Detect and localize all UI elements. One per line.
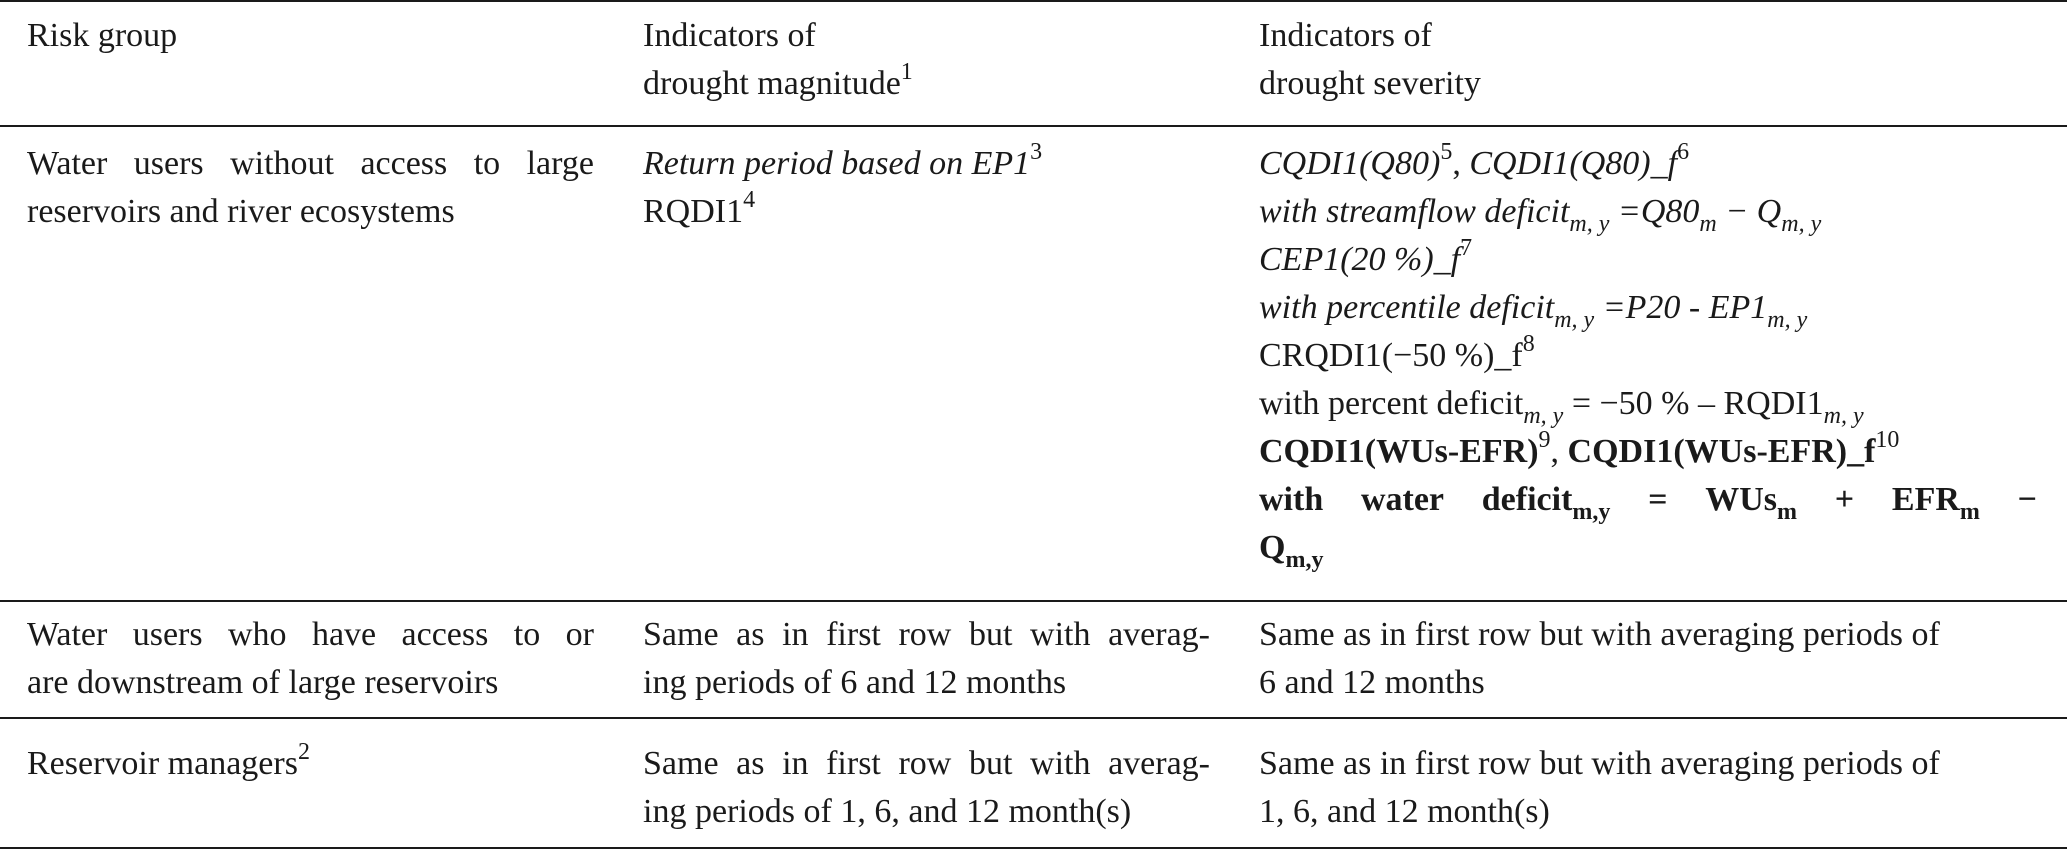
sev-line-3: CEP1(20 $\%)\_f^7$ [1259,235,1473,278]
row3-risk-group: Reservoir managers$^2$ [27,739,310,782]
sev-line-8: with water deficit$_{m,y}$ = WUs$_m$ + $EFR_m$ − [1259,481,2037,525]
row2-severity: Same as in first row but with averaging periods of 6 and 12 months [1259,616,1940,701]
row2-magnitude: Same as in first row but with averag- ing periods of 6 and 12 months [643,611,1210,707]
row1-group-line1: Water users without access to large [27,145,594,182]
row1-risk-group: Water users without access to large reservoirs and river ecosystems [27,140,594,236]
row3-severity: Same as in first row but with averaging periods of 1, 6, and 12 month(s) [1259,745,1940,830]
row2-risk-group: Water users who have access to or are downstream of large reservoirs [27,611,594,707]
header-magnitude: Indicators of drought magnitude$^1$ [643,17,913,102]
row1-severity [1259,140,2037,572]
row2-group-line1: Water users who have access to or [27,616,594,653]
sev-line-5: CRQDI1(−50 $\%)\_f^8$ [1259,331,1535,374]
sev-line-2: with streamflow deficit$_{m, y}$ $=Q80_m - Q_{m, y}$ [1259,193,1822,237]
top-rule [0,0,2067,2]
row1-magnitude: Return period based on $EP1^3$ $RQDI1^4$ [643,139,1043,230]
header-risk-group: Risk group [27,17,178,54]
header-severity: Indicators of drought severity [1259,17,1481,102]
row-rule-1 [0,600,2067,602]
header-rule [0,125,2067,127]
row2-mag-line1: Same as in first row but with averag- [643,616,1210,653]
sev-line-9: $Q_{m,y}$ [1259,529,1324,573]
sev-line-6: with percent deficit$_{m, y}$ = −50 % – $RQDI1_{m, y}$ [1259,385,1864,429]
row3-magnitude: Same as in first row but with averag- ing periods of 1, 6, and 12 month(s) [643,740,1210,836]
row-rule-2 [0,717,2067,719]
sev-line-7: $CQDI1(WUs-EFR)^9$, $CQDI1(WUs-EFR)\_f^{10}$ [1259,427,1900,470]
bottom-rule [0,847,2067,849]
sev-line-1: $CQDI1(Q80)^5$, $CQDI1(Q80)\_f^6$ [1259,139,1690,182]
sev-line-4: with percentile deficit$_{m, y}$ $=P20 - EP1_{m, y}$ [1259,289,1808,333]
row3-mag-line1: Same as in first row but with averag- [643,745,1210,782]
